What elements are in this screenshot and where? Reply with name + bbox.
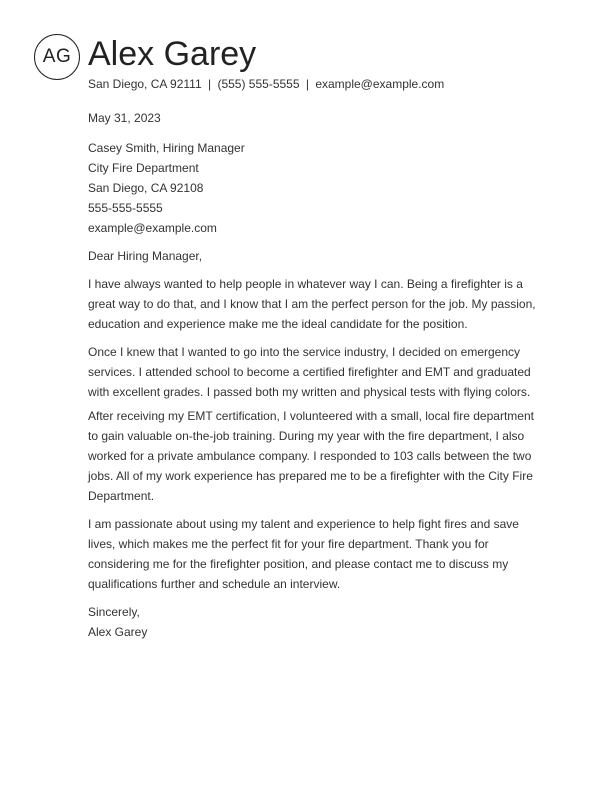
recipient-organization: City Fire Department [88, 161, 199, 175]
body-paragraph: I have always wanted to help people in whatever way I can. Being a firefighter is a great way to do that, and I know that I am the perfect person for the job. My passion, education and experience make me the ideal candidate for the position. [88, 277, 536, 331]
applicant-name: Alex Garey [88, 35, 257, 73]
body-paragraph: I am passionate about using my talent and experience to help fight fires and save lives, which makes me the perfect fit for your fire department. Thank you for considering me for the firefighter position, and please contact me to discuss my qualifications further and schedule an interview. [88, 517, 519, 591]
closing-block [88, 602, 538, 642]
contact-separator: | [207, 77, 212, 91]
salutation: Dear Hiring Manager, [88, 249, 203, 263]
recipient-name: Casey Smith, Hiring Manager [88, 141, 245, 155]
recipient-email: example@example.com [88, 221, 217, 235]
body-paragraph: After receiving my EMT certification, I volunteered with a small, local fire department to gain valuable on-the-job training. During my year with the fire department, I also worked for a private ambulance company. I responded to 103 calls between the two jobs. All of my work experience has prepared me to be a firefighter with the City Fire Department. [88, 409, 534, 503]
monogram-initials: AG [42, 46, 72, 67]
contact-phone: (555) 555-5555 [217, 77, 300, 91]
recipient-block [88, 138, 538, 238]
monogram-badge [34, 34, 80, 80]
contact-address: San Diego, CA 92111 [88, 77, 202, 91]
contact-email: example@example.com [315, 77, 445, 91]
closing-phrase: Sincerely, [88, 605, 140, 619]
signature-name: Alex Garey [88, 625, 148, 639]
recipient-address: San Diego, CA 92108 [88, 181, 204, 195]
letter-date: May 31, 2023 [88, 111, 161, 125]
contact-separator: | [305, 77, 309, 91]
body-paragraph: Once I knew that I wanted to go into the service industry, I decided on emergency services. I attended school to become a certified firefighter and EMT and graduated with excellent grades. I passed both my written and physical tests with flying colors. [88, 345, 531, 399]
contact-line [88, 76, 444, 92]
letter-body [88, 108, 538, 642]
recipient-phone: 555-555-5555 [88, 201, 163, 215]
